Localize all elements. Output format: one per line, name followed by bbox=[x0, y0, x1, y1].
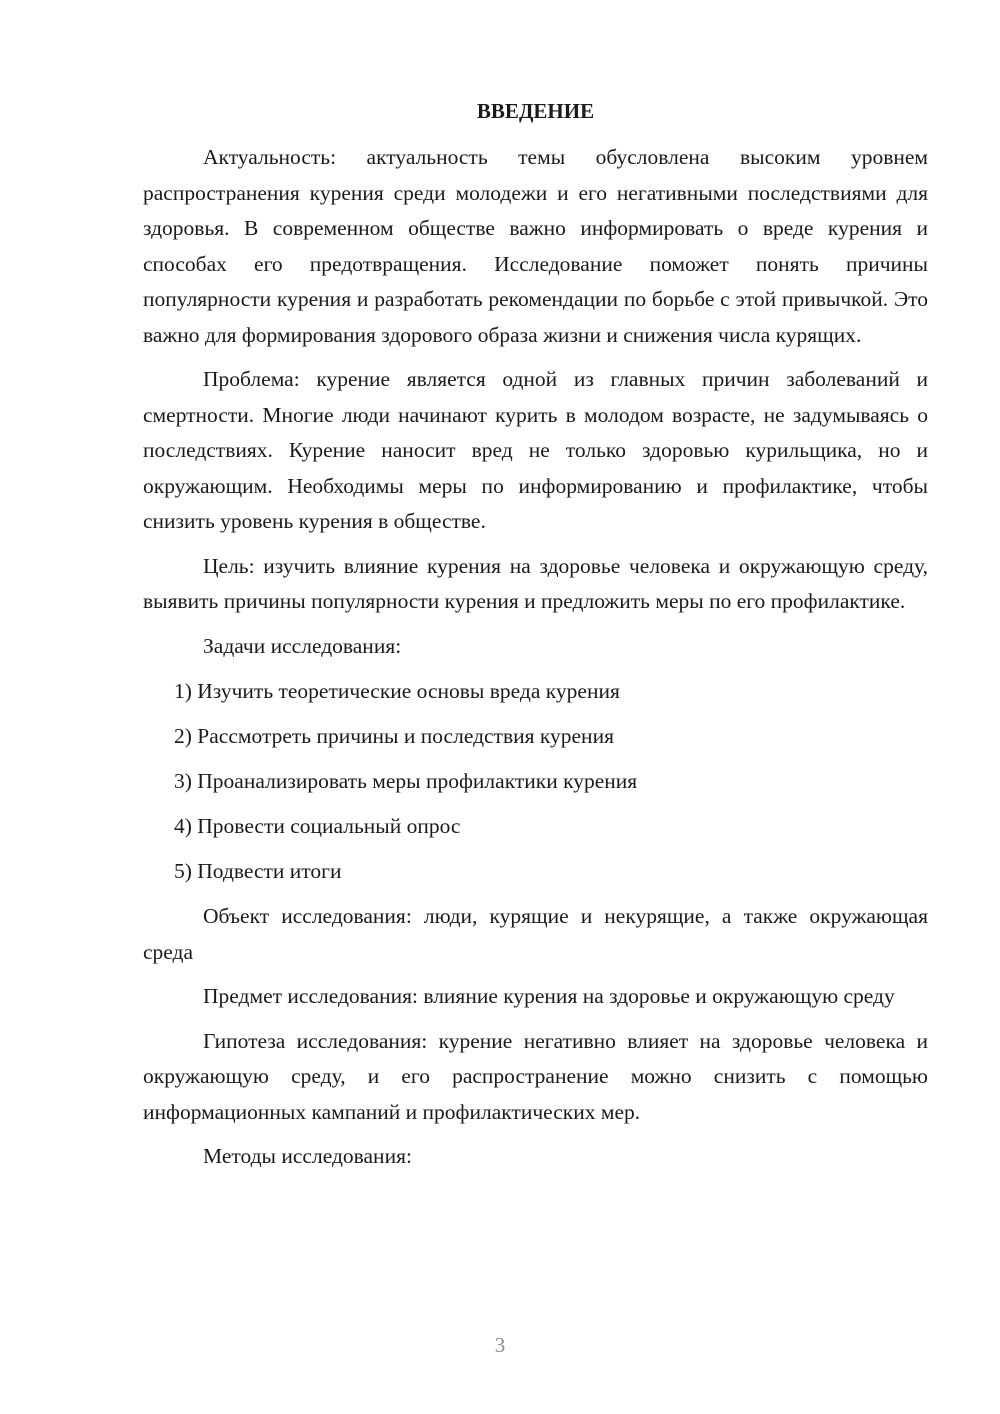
subject-paragraph: Предмет исследования: влияние курения на здоровье и окружающую среду bbox=[203, 984, 895, 1008]
goal-paragraph: Цель: изучить влияние курения на здоровье человека и окружающую среду, выявить причины популярности курения и предложить меры по его профилактике. bbox=[143, 553, 928, 613]
hypothesis-paragraph: Гипотеза исследования: курение негативно влияет на здоровье человека и окружающую среду, и его распространение можно снизить с помощью информационных кампаний и профилактических мер. bbox=[143, 1028, 928, 1124]
page-number: 3 bbox=[494, 1333, 506, 1357]
document-page bbox=[143, 96, 928, 1185]
section-title: ВВЕДЕНИЕ bbox=[476, 99, 595, 123]
task-item: 2) Рассмотреть причины и последствия курения bbox=[174, 724, 614, 748]
task-item: 4) Провести социальный опрос bbox=[174, 814, 461, 838]
task-item: 3) Проанализировать меры профилактики курения bbox=[174, 769, 638, 793]
relevance-paragraph: Актуальность: актуальность темы обусловлена высоким уровнем распространения курения среди молодежи и его негативными последствиями для здоровья. В современном обществе важно информировать о вреде курения и способах его предотвращения. Исследование поможет понять причины популярности курения и разработать рекомендации по борьбе с этой привычкой. Это важно для формирования здорового образа жизни и снижения числа курящих. bbox=[143, 145, 928, 347]
problem-paragraph: Проблема: курение является одной из главных причин заболеваний и смертности. Многие люди начинают курить в молодом возрасте, не задумываясь о последствиях. Курение наносит вред не только здоровью курильщика, но и окружающим. Необходимы меры по информированию и профилактике, чтобы снизить уровень курения в обществе. bbox=[143, 367, 928, 533]
tasks-heading: Задачи исследования: bbox=[203, 633, 402, 658]
methods-heading: Методы исследования: bbox=[203, 1144, 412, 1168]
tasks-list bbox=[143, 674, 928, 889]
object-paragraph: Объект исследования: люди, курящие и некурящие, а также окружающая среда bbox=[143, 904, 928, 964]
task-item: 5) Подвести итоги bbox=[174, 859, 342, 883]
task-item: 1) Изучить теоретические основы вреда курения bbox=[174, 679, 620, 703]
